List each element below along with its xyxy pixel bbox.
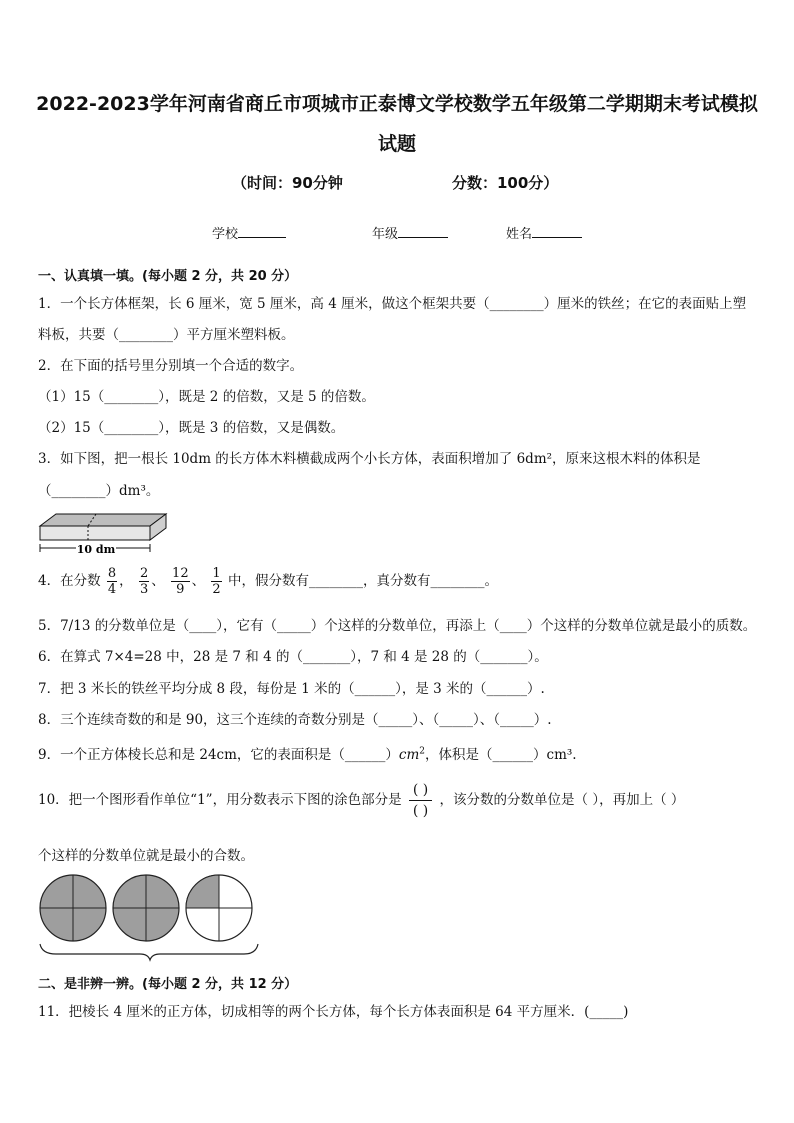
cuboid-figure [36,510,171,556]
grade-field[interactable] [372,223,448,242]
question-7: 7．把 3 米长的铁丝平均分成 8 段，每份是 1 米的（______），是 3 米的（______）. [38,681,545,697]
fraction-12-9: $\frac{12}{9}$ [172,566,189,597]
name-label: 姓名 [506,227,533,242]
exam-title-line1: 2022-2023学年河南省商丘市项城市正泰博文学校数学五年级第二学期期末考试模拟 [36,93,758,115]
q4-prefix: 4．在分数 [38,573,101,589]
question-2-1: （1）15（________），既是 2 的倍数，又是 5 的倍数。 [38,389,375,405]
exam-time: （时间：90分钟 [232,174,343,192]
school-label: 学校 [212,227,239,242]
question-2: 2．在下面的括号里分别填一个合适的数字。 [38,358,304,374]
question-1-line2: 料板，共要（________）平方厘米塑料板。 [38,327,295,343]
question-11: 11．把棱长 4 厘米的正方体，切成相等的两个长方体，每个长方体表面积是 64 平方厘米．(_____) [38,1004,629,1020]
question-6: 6．在算式 7×4=28 中，28 是 7 和 4 的（_______），7 和 4 是 28 的（_______）。 [38,649,548,665]
name-field[interactable] [506,223,582,242]
cm-unit: cm [398,747,420,763]
question-8: 8．三个连续奇数的和是 90，这三个连续的奇数分别是（_____）、（_____）、（_____）. [38,712,552,728]
q4-suffix: 中，假分数有________，真分数有________。 [227,573,498,589]
fraction-1-2: $\frac{1}{2}$ [212,566,221,597]
question-2-2: （2）15（________），既是 3 的倍数，又是偶数。 [38,420,345,436]
name-blank[interactable] [532,224,582,238]
section1-heading: 一、认真填一填。(每小题 2 分，共 20 分） [38,269,298,284]
school-blank[interactable] [238,224,286,238]
question-3-line2: （________）dm³。 [38,483,160,499]
section2-heading: 二、是非辨一辨。(每小题 2 分，共 12 分） [38,977,298,992]
fraction-8-4: $\frac{8}{4}$ [107,566,117,597]
grade-label: 年级 [372,227,399,242]
question-10-line2: 个这样的分数单位就是最小的合数。 [38,848,254,864]
question-4: 4．在分数 $\frac{8}{4}$ ， $\frac{2}{3}$ 、 $\frac{12}{9}$ 、 $\frac{1}{2}$ 中，假分数有________，真分数有________。 [38,566,498,597]
cuboid-length-label: 10 dm [76,543,116,556]
answer-fraction[interactable]: ( ) ( ) [409,780,432,821]
question-10-line1: 10．把一个图形看作单位“1”，用分数表示下图的涂色部分是 ( ) ( ) ，该分数的分数单位是（ ），再加上（ ） [38,782,685,819]
question-3-line1: 3．如下图，把一根长 10dm 的长方体木料横截成两个小长方体，表面积增加了 6dm²，原来这根木料的体积是 [38,451,701,467]
question-1-line1: 1．一个长方体框架，长 6 厘米，宽 5 厘米，高 4 厘米，做这个框架共要（________）厘米的铁丝；在它的表面贴上塑 [38,296,747,312]
exam-title-line2: 试题 [377,133,416,155]
grade-blank[interactable] [398,224,448,238]
exam-score: 分数：100分） [452,174,559,192]
question-5: 5．7/13 的分数单位是（____），它有（_____）个这样的分数单位，再添上（____）个这样的分数单位就是最小的质数。 [38,618,757,634]
brace [40,944,258,960]
fraction-2-3: $\frac{2}{3}$ [139,566,149,597]
question-9: 9．一个正方体棱长总和是 24cm，它的表面积是$(\_\_\_\_\_\_)cm^2$，体积是（______）cm³. [38,746,577,763]
school-field[interactable] [212,223,286,242]
circles-figure [36,872,266,962]
